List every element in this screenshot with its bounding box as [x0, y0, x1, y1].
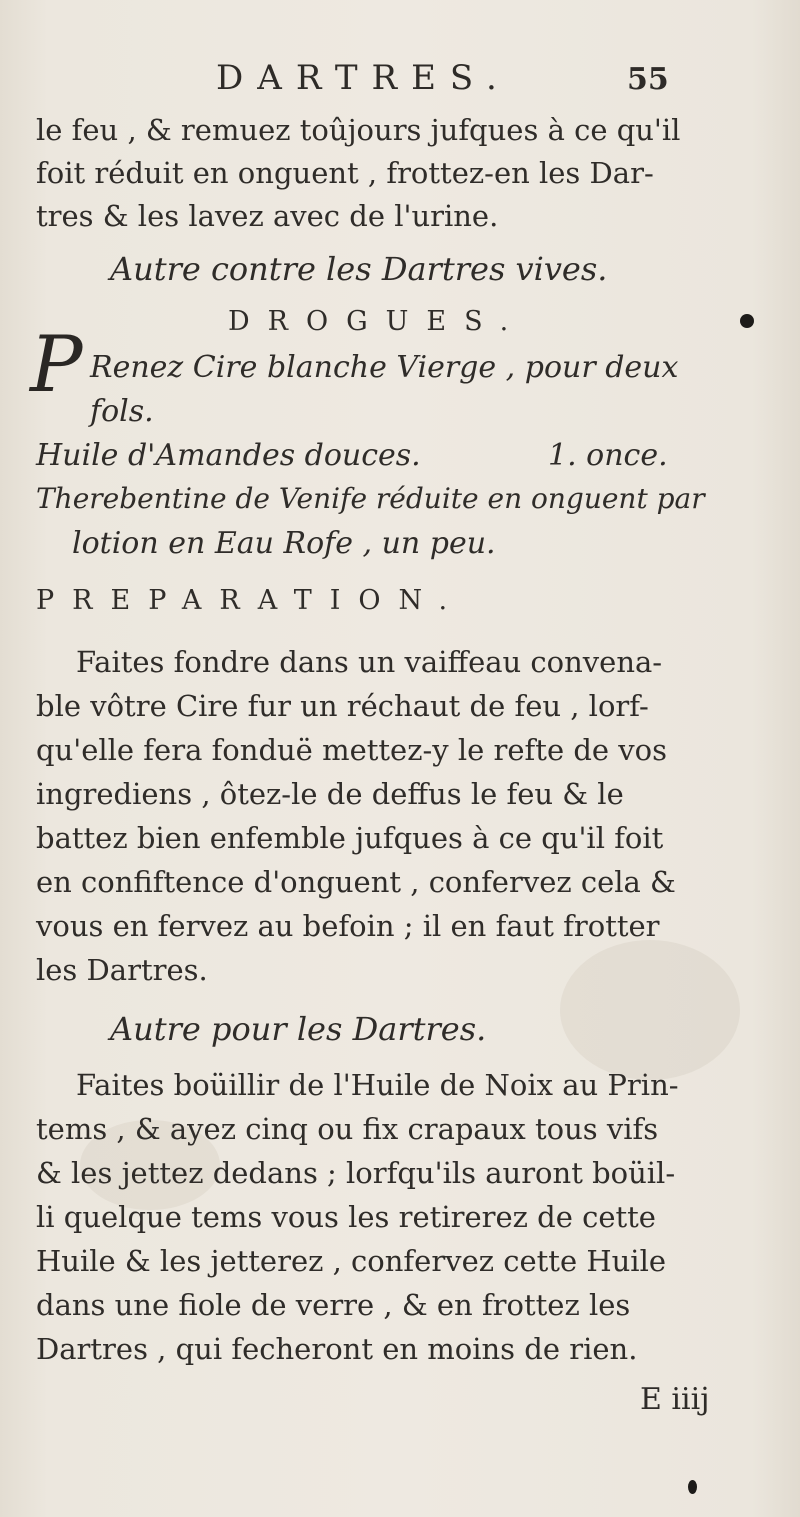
- ink-blot: [740, 314, 754, 328]
- text-line: ble vôtre Cire fur un réchaut de feu , lorf-: [36, 689, 649, 723]
- text-line: tres & les lavez avec de l'urine.: [36, 199, 499, 233]
- text-line: battez bien enfemble jufques à ce qu'il foit: [36, 821, 664, 855]
- ingredient-line: Renez Cire blanche Vierge , pour deux: [90, 350, 679, 385]
- text-line: foit réduit en onguent , frottez-en les Dar-: [36, 156, 654, 190]
- text-line: tems , & ayez cinq ou fix crapaux tous vifs: [36, 1112, 659, 1146]
- text-line: Faites fondre dans un vaiffeau convena-: [76, 645, 663, 679]
- signature-mark: E iiij: [640, 1382, 710, 1417]
- ingredient-line: lotion en Eau Rofe , un peu.: [72, 526, 496, 561]
- ingredient-line: Therebentine de Venife réduite en onguent par: [36, 482, 705, 515]
- text-line: vous en fervez au befoin ; il en faut frotter: [36, 909, 660, 943]
- paper-stain: [560, 940, 740, 1080]
- text-line: ingrediens , ôtez-le de deffus le feu & le: [36, 777, 624, 811]
- text-line: & les jettez dedans ; lorfqu'ils auront boüil-: [36, 1156, 676, 1190]
- ingredient-line: fols.: [90, 394, 154, 429]
- drop-cap: P: [30, 320, 83, 410]
- ink-blot: [688, 1480, 697, 1494]
- text-line: dans une fiole de verre , & en frottez les: [36, 1288, 631, 1322]
- page-number: 55: [627, 62, 669, 97]
- text-line: le feu , & remuez toûjours jufques à ce qu'il: [36, 113, 681, 147]
- text-line: les Dartres.: [36, 953, 208, 987]
- text-line: Faites boüillir de l'Huile de Noix au Prin-: [76, 1068, 679, 1102]
- preparation-heading: PREPARATION.: [36, 585, 466, 616]
- recipe-title: Autre contre les Dartres vives.: [110, 250, 608, 288]
- text-line: li quelque tems vous les retirerez de cette: [36, 1200, 656, 1234]
- text-line: en confiftence d'onguent , confervez cela &: [36, 865, 676, 899]
- text-line: Huile & les jetterez , confervez cette Huile: [36, 1244, 666, 1278]
- recipe-title: Autre pour les Dartres.: [110, 1010, 487, 1048]
- ingredient-line: Huile d'Amandes douces.: [36, 438, 421, 473]
- ingredient-quantity: 1. once.: [548, 438, 668, 473]
- text-line: Dartres , qui fecheront en moins de rien.: [36, 1332, 638, 1366]
- running-head-title: DARTRES.: [216, 58, 511, 98]
- running-head: [0, 58, 800, 108]
- text-line: qu'elle fera fonduë mettez-y le refte de vos: [36, 733, 667, 767]
- drogues-heading: DROGUES.: [228, 306, 527, 337]
